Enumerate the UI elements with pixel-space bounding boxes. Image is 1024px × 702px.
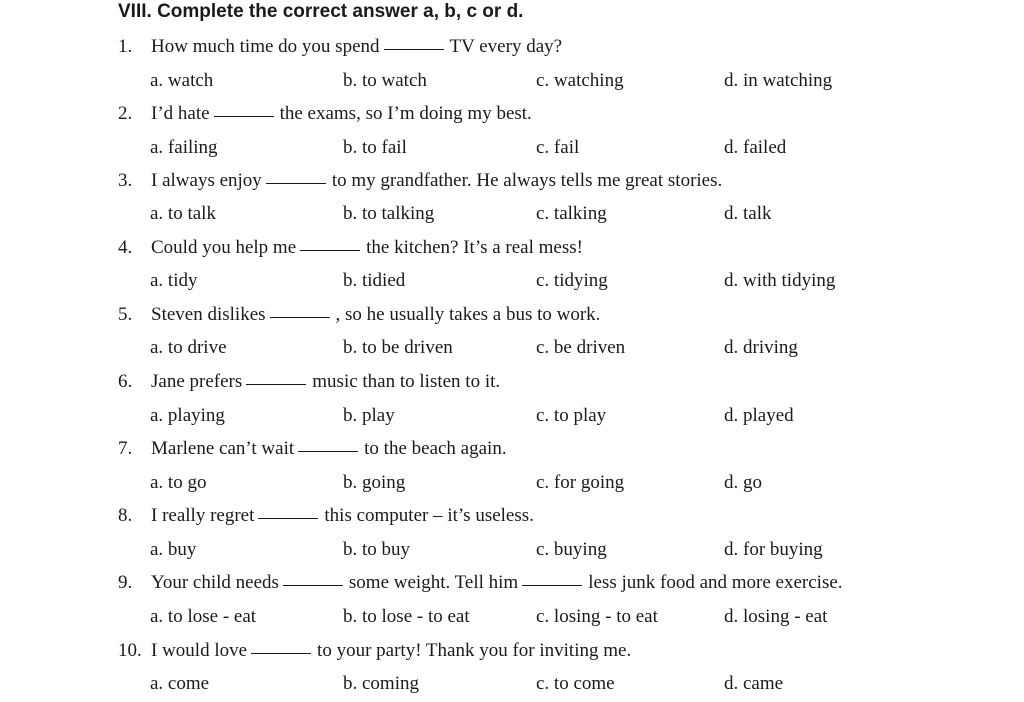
- option-c: c. to come: [536, 673, 615, 694]
- answer-blank: [300, 249, 360, 251]
- option-a: a. buy: [150, 539, 197, 560]
- question-row: [118, 168, 722, 194]
- question-part: to my grandfather. He always tells me great stories.: [331, 170, 723, 191]
- question-number: 5.: [118, 304, 133, 325]
- question-row: [118, 638, 631, 664]
- question-text: [151, 436, 507, 462]
- options-row: [0, 68, 1024, 94]
- option-a: a. playing: [150, 405, 225, 426]
- option-c: c. fail: [536, 137, 580, 158]
- options-row: [0, 268, 1024, 294]
- option-a: a. to lose - eat: [150, 606, 257, 627]
- option-c: c. watching: [536, 70, 624, 91]
- options-row: [0, 604, 1024, 630]
- question-row: [118, 34, 562, 60]
- option-d: d. in watching: [724, 70, 833, 91]
- options-row: [0, 671, 1024, 697]
- question-part: I always enjoy: [151, 170, 262, 191]
- question-row: [118, 101, 532, 127]
- answer-blank: [270, 316, 330, 318]
- option-b: b. coming: [343, 673, 419, 694]
- answer-blank: [283, 584, 343, 586]
- question-text: [151, 570, 843, 596]
- question-part: to your party! Thank you for inviting me.: [317, 640, 632, 661]
- question-part: Steven dislikes: [151, 304, 266, 325]
- answer-blank: [384, 48, 444, 50]
- option-a: a. to drive: [150, 337, 227, 358]
- option-a: a. come: [150, 673, 210, 694]
- question-text: [151, 235, 583, 261]
- option-c: c. to play: [536, 405, 607, 426]
- question-number: 1.: [118, 36, 133, 57]
- question-part: music than to listen to it.: [312, 371, 501, 392]
- question-part: less junk food and more exercise.: [588, 572, 843, 593]
- options-row: [0, 201, 1024, 227]
- option-d: d. go: [724, 472, 762, 493]
- option-d: d. came: [724, 673, 784, 694]
- question-number: 6.: [118, 371, 133, 392]
- option-d: d. driving: [724, 337, 798, 358]
- question-part: the kitchen? It’s a real mess!: [366, 237, 583, 258]
- option-b: b. to buy: [343, 539, 411, 560]
- option-b: b. play: [343, 405, 395, 426]
- question-part: I really regret: [151, 505, 255, 526]
- option-c: c. losing - to eat: [536, 606, 658, 627]
- question-row: [118, 503, 534, 529]
- question-number: 2.: [118, 103, 133, 124]
- question-text: [151, 302, 600, 328]
- option-a: a. failing: [150, 137, 218, 158]
- question-number: 7.: [118, 438, 133, 459]
- question-part: Your child needs: [151, 572, 279, 593]
- options-row: [0, 335, 1024, 361]
- option-b: b. tidied: [343, 270, 406, 291]
- question-number: 3.: [118, 170, 133, 191]
- option-d: d. failed: [724, 137, 787, 158]
- options-row: [0, 537, 1024, 563]
- question-part: I’d hate: [151, 103, 210, 124]
- question-part: How much time do you spend: [151, 36, 380, 57]
- option-c: c. tidying: [536, 270, 608, 291]
- answer-blank: [258, 517, 318, 519]
- question-number: 4.: [118, 237, 133, 258]
- option-c: c. for going: [536, 472, 625, 493]
- question-text: [151, 638, 631, 664]
- answer-blank: [298, 450, 358, 452]
- option-b: b. to be driven: [343, 337, 453, 358]
- option-a: a. to go: [150, 472, 207, 493]
- question-number: 8.: [118, 505, 133, 526]
- question-part: this computer – it’s useless.: [324, 505, 534, 526]
- question-part: the exams, so I’m doing my best.: [279, 103, 532, 124]
- option-b: b. to fail: [343, 137, 407, 158]
- option-a: a. watch: [150, 70, 214, 91]
- question-text: [151, 503, 534, 529]
- option-b: b. to talking: [343, 203, 435, 224]
- option-d: d. played: [724, 405, 794, 426]
- question-part: Could you help me: [151, 237, 297, 258]
- option-c: c. talking: [536, 203, 607, 224]
- option-c: c. buying: [536, 539, 607, 560]
- option-a: a. tidy: [150, 270, 198, 291]
- question-row: [118, 235, 583, 261]
- question-part: Marlene can’t wait: [151, 438, 295, 459]
- question-text: [151, 369, 500, 395]
- answer-blank: [251, 652, 311, 654]
- question-text: [151, 101, 532, 127]
- question-part: Jane prefers: [151, 371, 243, 392]
- question-part: I would love: [151, 640, 248, 661]
- question-part: TV every day?: [449, 36, 563, 57]
- question-row: [118, 436, 507, 462]
- option-d: d. for buying: [724, 539, 823, 560]
- question-text: [151, 168, 722, 194]
- answer-blank: [214, 115, 274, 117]
- question-number: 9.: [118, 572, 133, 593]
- question-part: to the beach again.: [364, 438, 507, 459]
- question-part: , so he usually takes a bus to work.: [335, 304, 601, 325]
- option-b: b. going: [343, 472, 406, 493]
- option-d: d. losing - eat: [724, 606, 828, 627]
- question-number: 10.: [118, 640, 142, 661]
- question-text: [151, 34, 562, 60]
- answer-blank: [266, 182, 326, 184]
- option-d: d. with tidying: [724, 270, 836, 291]
- exercise-heading: VIII. Complete the correct answer a, b, c or d.: [118, 1, 524, 22]
- question-row: [118, 570, 843, 596]
- option-c: c. be driven: [536, 337, 626, 358]
- option-d: d. talk: [724, 203, 772, 224]
- option-b: b. to watch: [343, 70, 427, 91]
- option-a: a. to talk: [150, 203, 216, 224]
- options-row: [0, 403, 1024, 429]
- answer-blank: [522, 584, 582, 586]
- options-row: [0, 470, 1024, 496]
- option-b: b. to lose - to eat: [343, 606, 470, 627]
- question-row: [118, 302, 600, 328]
- answer-blank: [246, 383, 306, 385]
- options-row: [0, 135, 1024, 161]
- question-part: some weight. Tell him: [348, 572, 519, 593]
- question-row: [118, 369, 500, 395]
